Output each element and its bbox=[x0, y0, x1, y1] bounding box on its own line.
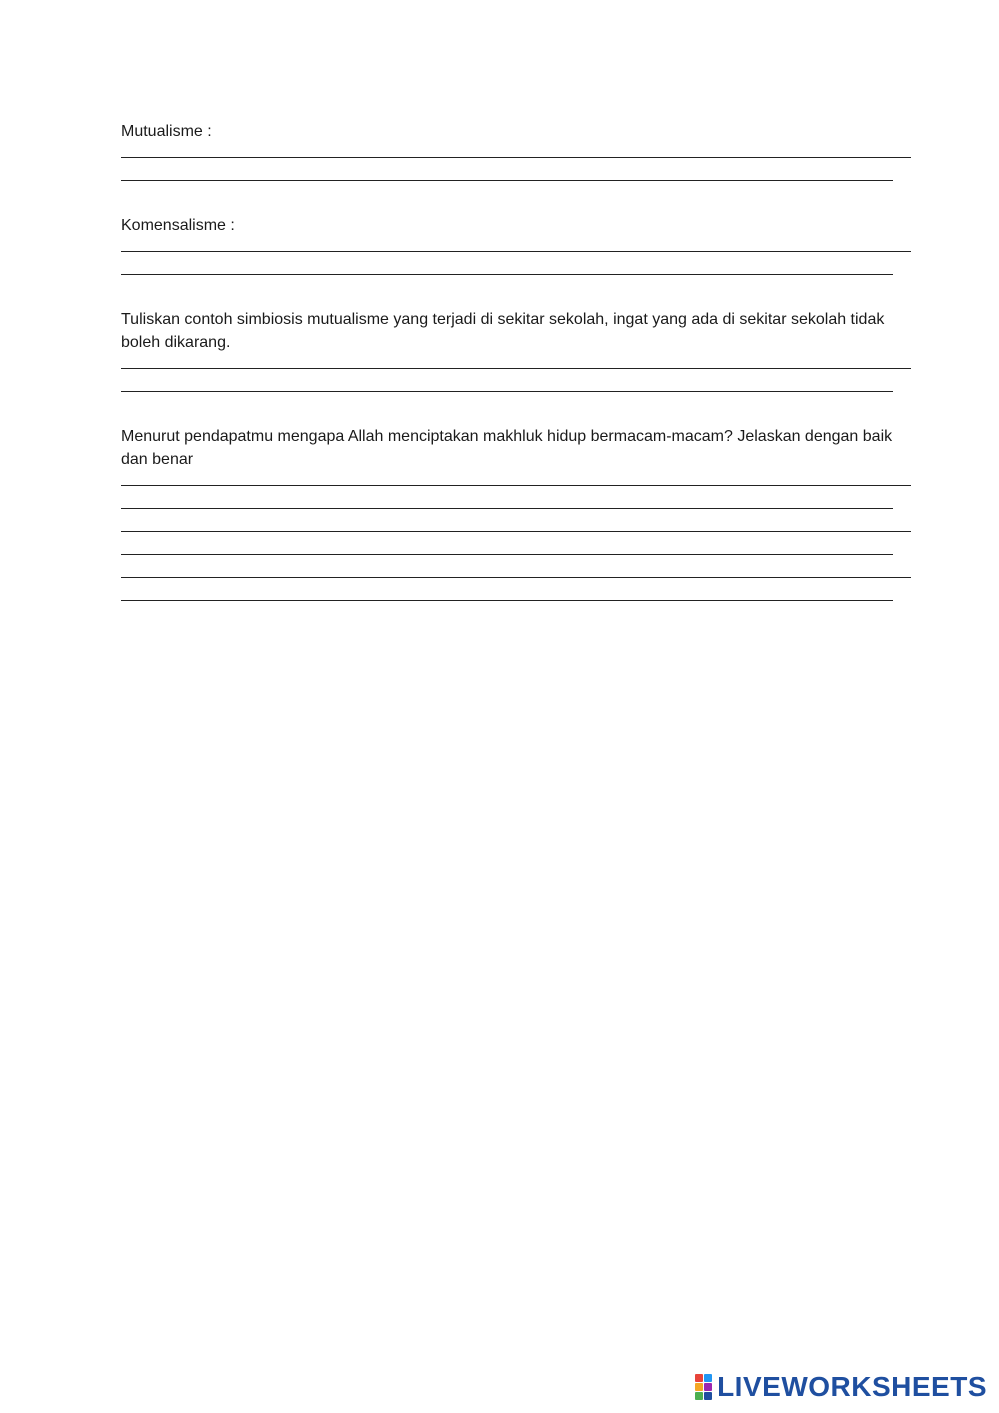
answer-line[interactable] bbox=[121, 251, 911, 252]
answer-line[interactable] bbox=[121, 274, 893, 275]
answer-lines bbox=[121, 485, 913, 601]
logo-square bbox=[695, 1383, 703, 1391]
answer-line[interactable] bbox=[121, 368, 911, 369]
answer-lines bbox=[121, 368, 913, 392]
logo-text: LIVEWORKSHEETS bbox=[717, 1371, 987, 1402]
question-text: Menurut pendapatmu mengapa Allah menciptakan makhluk hidup bermacam-macam? Jelaskan dengan baik dan benar bbox=[121, 428, 893, 468]
question-text: Komensalisme : bbox=[121, 217, 235, 234]
answer-line[interactable] bbox=[121, 391, 893, 392]
section-pendapat bbox=[121, 425, 913, 601]
answer-line[interactable] bbox=[121, 577, 911, 578]
section-contoh-mutualisme bbox=[121, 308, 913, 392]
logo-square bbox=[695, 1374, 703, 1382]
question-text: Mutualisme : bbox=[121, 123, 212, 140]
answer-lines bbox=[121, 251, 913, 275]
worksheet-content bbox=[121, 120, 913, 634]
logo-icon bbox=[695, 1374, 712, 1400]
section-komensalisme bbox=[121, 214, 913, 275]
liveworksheets-logo bbox=[695, 1373, 987, 1401]
section-mutualisme bbox=[121, 120, 913, 181]
answer-line[interactable] bbox=[121, 180, 893, 181]
answer-lines bbox=[121, 157, 913, 181]
logo-square bbox=[704, 1374, 712, 1382]
answer-line[interactable] bbox=[121, 485, 911, 486]
answer-line[interactable] bbox=[121, 554, 893, 555]
answer-line[interactable] bbox=[121, 600, 893, 601]
logo-square bbox=[695, 1392, 703, 1400]
answer-line[interactable] bbox=[121, 531, 911, 532]
logo-square bbox=[704, 1392, 712, 1400]
answer-line[interactable] bbox=[121, 157, 911, 158]
logo-square bbox=[704, 1383, 712, 1391]
answer-line[interactable] bbox=[121, 508, 893, 509]
question-text: Tuliskan contoh simbiosis mutualisme yang terjadi di sekitar sekolah, ingat yang ada di sekitar sekolah tidak boleh dikarang. bbox=[121, 311, 885, 351]
